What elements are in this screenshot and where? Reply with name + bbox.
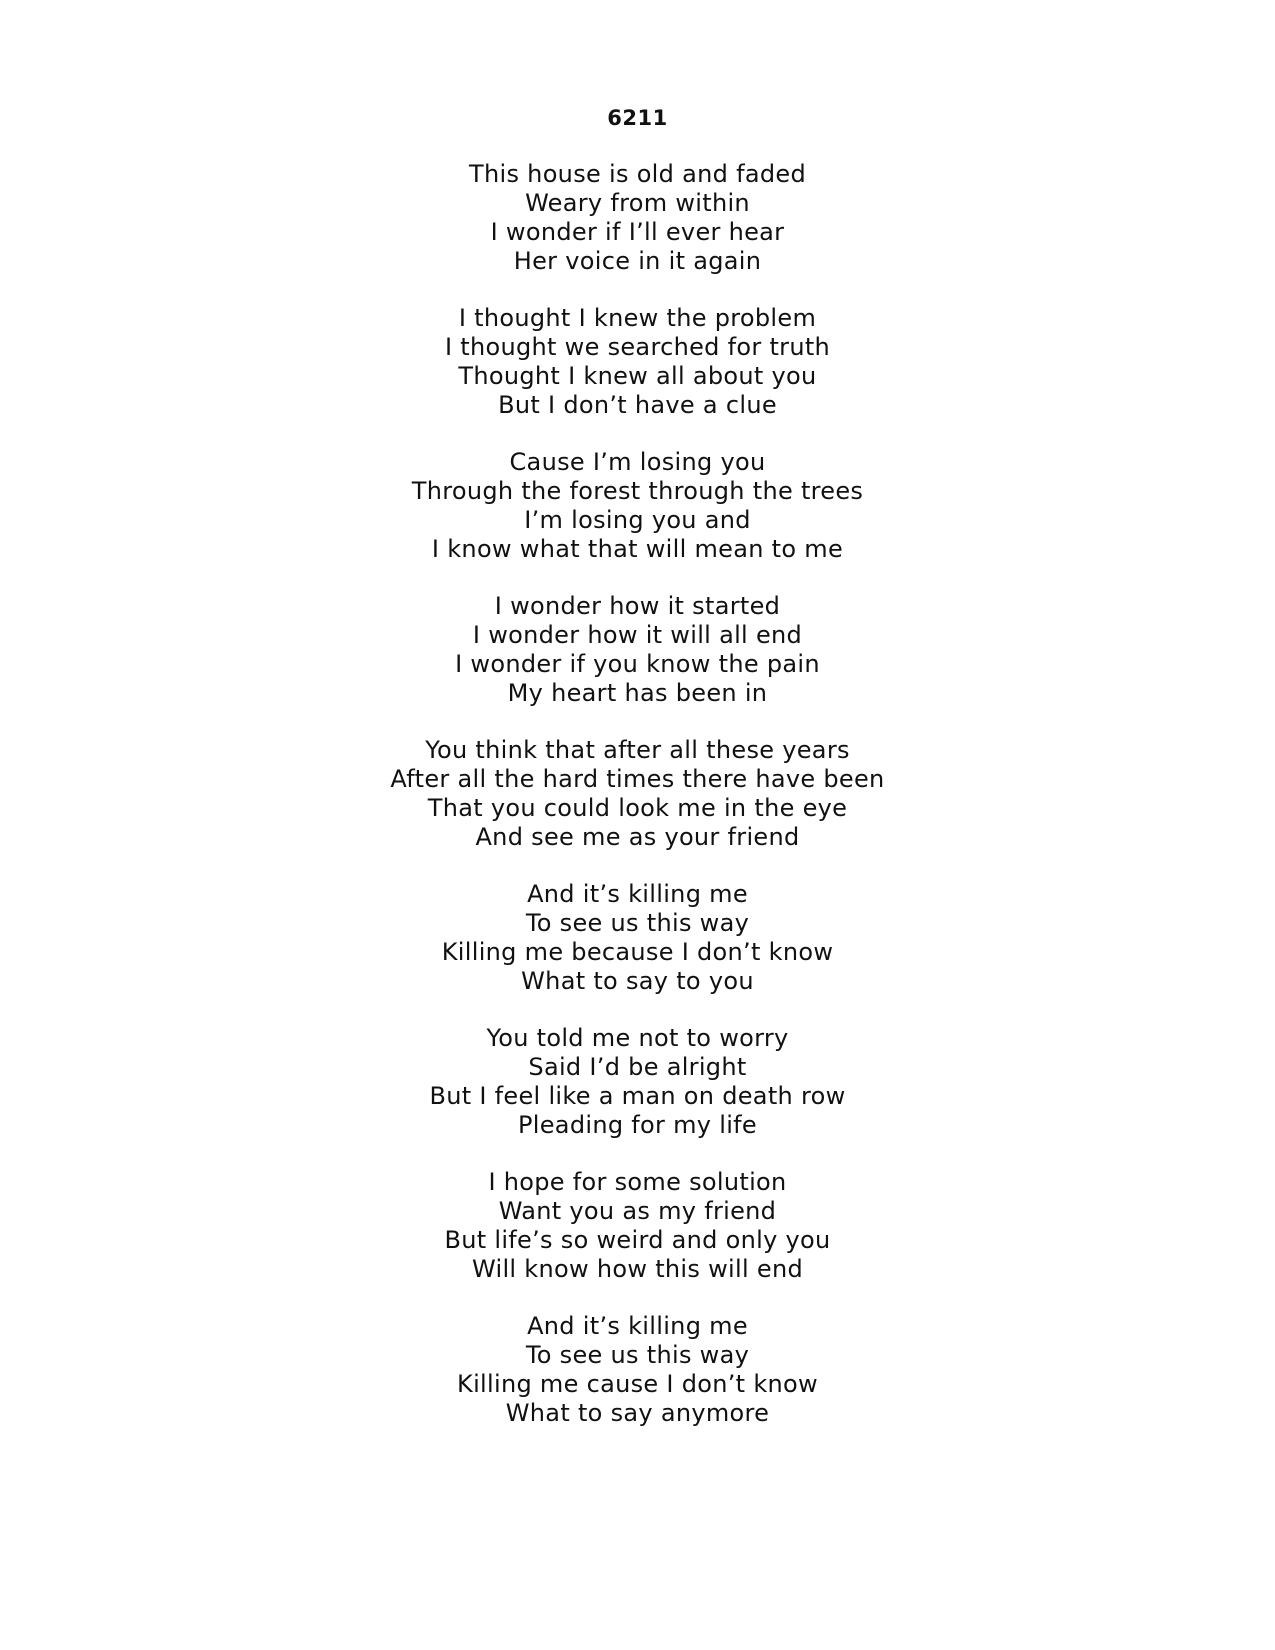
stanza-9 — [0, 1312, 1275, 1428]
stanza-7 — [0, 1024, 1275, 1140]
stanza-2 — [0, 304, 1275, 420]
poem-line: After all the hard times there have been — [390, 765, 885, 793]
poem-line: And it’s killing me — [527, 880, 748, 908]
poem-line: To see us this way — [525, 1341, 750, 1369]
poem-line: Said I’d be alright — [528, 1053, 747, 1081]
poem-line: That you could look me in the eye — [427, 794, 848, 822]
poem-line: And it’s killing me — [527, 1312, 748, 1340]
poem-line: I wonder how it will all end — [472, 621, 803, 649]
poem-line: What to say anymore — [505, 1399, 770, 1427]
poem-line: You told me not to worry — [486, 1024, 789, 1052]
poem-line: Through the forest through the trees — [411, 477, 864, 505]
poem-line: Want you as my friend — [498, 1197, 777, 1225]
poem-line: Killing me cause I don’t know — [457, 1370, 818, 1398]
poem-line: But I don’t have a clue — [498, 391, 777, 419]
poem-line: I thought I knew the problem — [458, 304, 817, 332]
poem-line: Pleading for my life — [518, 1111, 757, 1139]
poem-line: I hope for some solution — [488, 1168, 787, 1196]
poem-line: You think that after all these years — [425, 736, 850, 764]
stanza-8 — [0, 1168, 1275, 1284]
poem-line: I know what that will mean to me — [431, 535, 844, 563]
poem-line: My heart has been in — [507, 679, 768, 707]
poem-line: I wonder how it started — [494, 592, 781, 620]
poem-line: I wonder if you know the pain — [455, 650, 820, 678]
stanza-4 — [0, 592, 1275, 708]
poem-line: Killing me because I don’t know — [441, 938, 834, 966]
poem-line: And see me as your friend — [475, 823, 800, 851]
poem-line: But life’s so weird and only you — [444, 1226, 831, 1254]
poem-line: What to say to you — [521, 967, 754, 995]
poem-line: Will know how this will end — [471, 1255, 804, 1283]
poem-line: I wonder if I’ll ever hear — [490, 218, 785, 246]
poem-line: I thought we searched for truth — [444, 333, 831, 361]
stanza-5 — [0, 736, 1275, 852]
poem-line: Her voice in it again — [513, 247, 762, 275]
poem-line: Weary from within — [525, 189, 750, 217]
poem-title: 6211 — [607, 106, 668, 130]
poem-line: This house is old and faded — [469, 160, 806, 188]
poem-line: Thought I knew all about you — [458, 362, 817, 390]
poem-line: To see us this way — [525, 909, 750, 937]
stanza-1 — [0, 160, 1275, 276]
stanza-6 — [0, 880, 1275, 996]
poem-line: But I feel like a man on death row — [429, 1082, 846, 1110]
poem-line: Cause I’m losing you — [509, 448, 766, 476]
poem-line: I’m losing you and — [524, 506, 751, 534]
stanza-3 — [0, 448, 1275, 564]
